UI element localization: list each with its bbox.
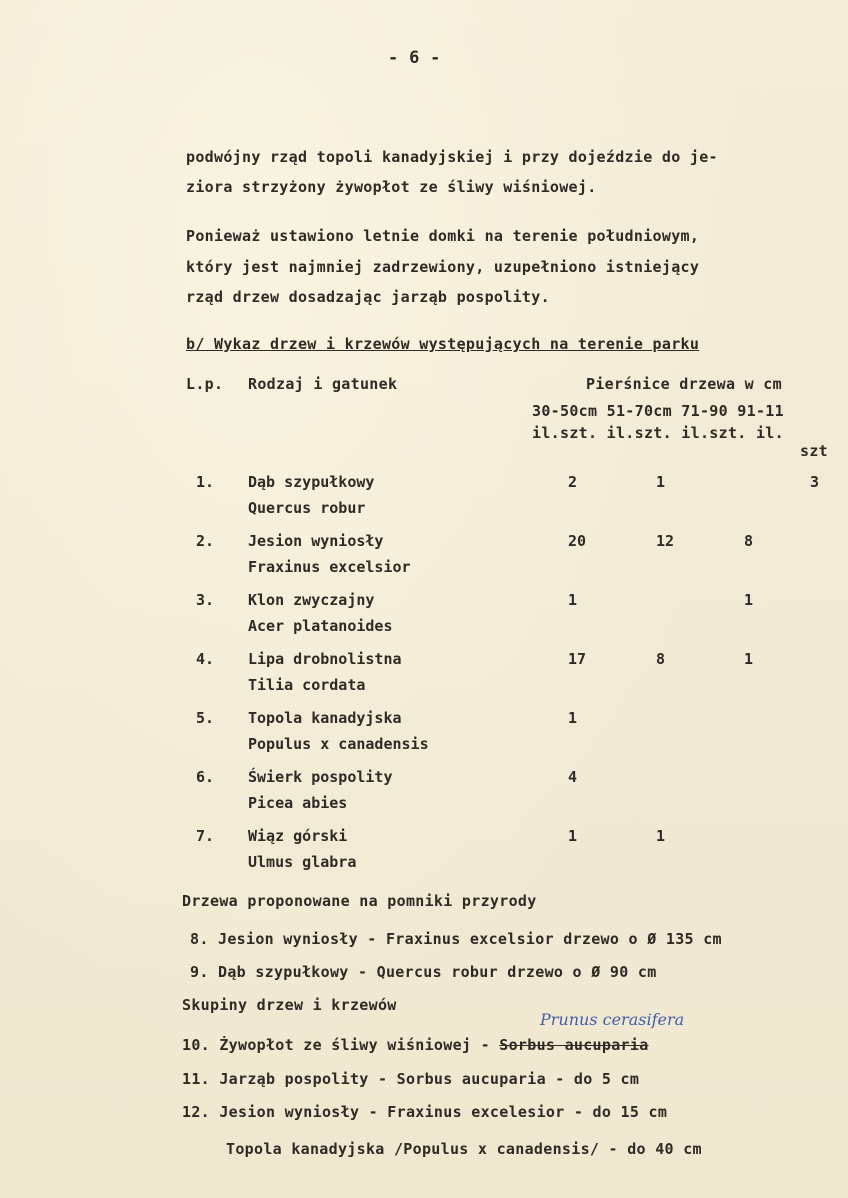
species-name-latin: Acer platanoides	[248, 617, 393, 635]
count-cell: 1	[744, 650, 754, 668]
species-name-polish: Wiąz górski	[248, 827, 348, 845]
handwritten-annotation: Prunus cerasifera	[540, 1010, 685, 1029]
group-item: 12. Jesion wyniosły - Fraxinus excelesior - do 15 cm	[182, 1103, 668, 1121]
section-subheading: b/ Wykaz drzew i krzewów występujących na terenie parku	[186, 335, 700, 353]
count-cell: 8	[744, 532, 754, 550]
paragraph-line: podwójny rząd topoli kanadyjskiej i przy dojeździe do je-	[186, 148, 718, 166]
group-item: Topola kanadyjska /Populus x canadensis/ - do 40 cm	[226, 1140, 702, 1158]
species-name-latin: Ulmus glabra	[248, 853, 357, 871]
group-item	[182, 1036, 649, 1054]
species-name-polish: Jesion wyniosły	[248, 532, 384, 550]
count-cell: 3	[810, 473, 820, 491]
species-name-polish: Dąb szypułkowy	[248, 473, 375, 491]
count-cell: 8	[656, 650, 666, 668]
row-number: 5.	[196, 709, 215, 727]
table-header-diameter: Pierśnice drzewa w cm	[586, 375, 782, 393]
species-name-latin: Quercus robur	[248, 499, 366, 517]
paragraph-line: Ponieważ ustawiono letnie domki na terenie południowym,	[186, 227, 700, 245]
paragraph-line: który jest najmniej zadrzewiony, uzupełniono istniejący	[186, 258, 700, 276]
count-cell: 12	[656, 532, 675, 550]
table-header-units: il.szt. il.szt. il.szt. il.	[532, 424, 784, 442]
page-number: - 6 -	[388, 48, 441, 68]
species-name-polish: Świerk pospolity	[248, 768, 393, 786]
paragraph-line: rząd drzew dosadzając jarząb pospolity.	[186, 288, 550, 306]
group-item: 11. Jarząb pospolity - Sorbus aucuparia - do 5 cm	[182, 1070, 640, 1088]
species-name-polish: Lipa drobnolistna	[248, 650, 402, 668]
row-number: 1.	[196, 473, 215, 491]
table-header-ranges: 30-50cm 51-70cm 71-90 91-11	[532, 402, 784, 420]
group-item-text: 10. Żywopłot ze śliwy wiśniowej -	[182, 1036, 500, 1054]
row-number: 3.	[196, 591, 215, 609]
count-cell: 17	[568, 650, 587, 668]
row-number: 6.	[196, 768, 215, 786]
struck-text: Sorbus aucuparia	[499, 1036, 649, 1054]
count-cell: 1	[744, 591, 754, 609]
count-cell: 1	[568, 591, 578, 609]
count-cell: 20	[568, 532, 587, 550]
table-header-lp: L.p.	[186, 375, 224, 393]
count-cell: 1	[568, 827, 578, 845]
paragraph-line: ziora strzyżony żywopłot ze śliwy wiśniowej.	[186, 178, 597, 196]
count-cell: 4	[568, 768, 578, 786]
species-name-latin: Picea abies	[248, 794, 348, 812]
count-cell: 1	[568, 709, 578, 727]
row-number: 2.	[196, 532, 215, 550]
table-header-units-tail: szt	[800, 442, 828, 460]
row-number: 7.	[196, 827, 215, 845]
species-name-latin: Tilia cordata	[248, 676, 366, 694]
count-cell: 1	[656, 473, 666, 491]
monument-item: 8. Jesion wyniosły - Fraxinus excelsior drzewo o Ø 135 cm	[190, 930, 722, 948]
count-cell: 1	[656, 827, 666, 845]
table-header-species: Rodzaj i gatunek	[248, 375, 398, 393]
monument-item: 9. Dąb szypułkowy - Quercus robur drzewo o Ø 90 cm	[190, 963, 657, 981]
species-name-latin: Populus x canadensis	[248, 735, 429, 753]
groups-heading: Skupiny drzew i krzewów	[182, 996, 397, 1014]
row-number: 4.	[196, 650, 215, 668]
count-cell: 2	[568, 473, 578, 491]
species-name-polish: Klon zwyczajny	[248, 591, 375, 609]
species-name-polish: Topola kanadyjska	[248, 709, 402, 727]
species-name-latin: Fraxinus excelsior	[248, 558, 411, 576]
monuments-heading: Drzewa proponowane na pomniki przyrody	[182, 892, 537, 910]
